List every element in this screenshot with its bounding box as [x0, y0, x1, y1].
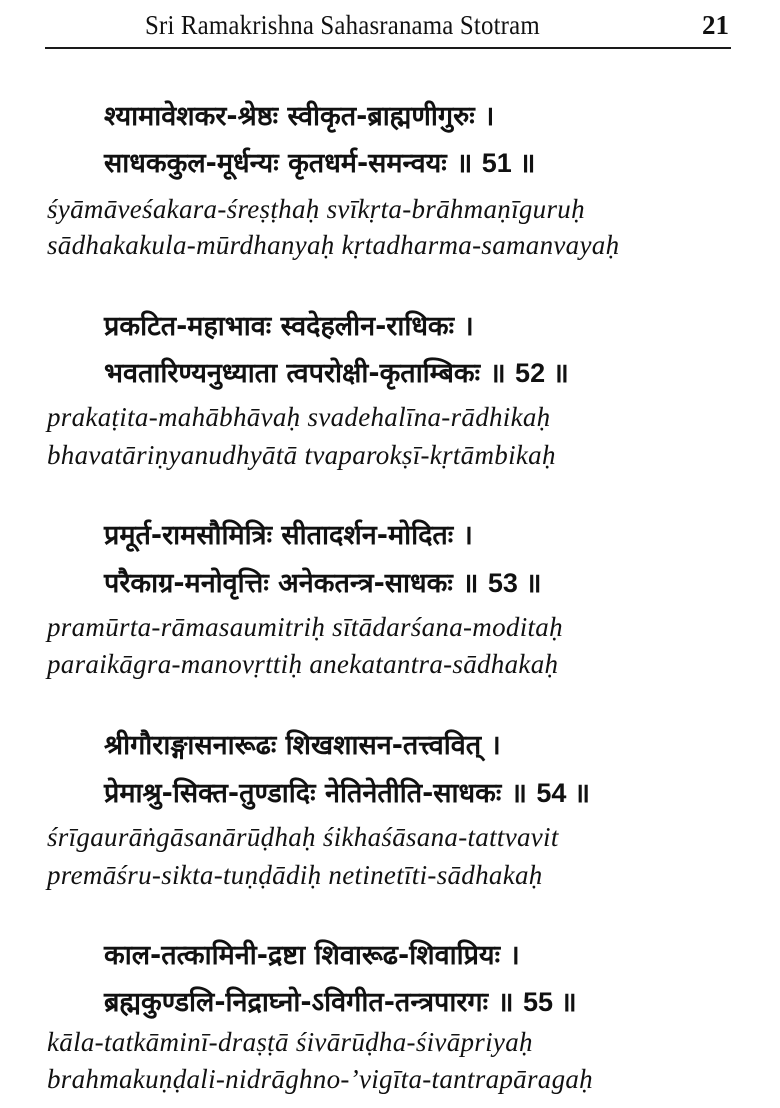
devanagari-text: भवतारिण्यनुध्याता त्वपरोक्षी-कृताम्बिकः ॥: [104, 358, 506, 389]
devanagari-line-2: [104, 773, 590, 810]
page-header: [45, 0, 731, 49]
devanagari-text: प्रेमाश्रु-सिक्त-तुण्डादिः नेतिनेतीति-साधकः ॥: [104, 778, 527, 809]
transliteration-line-1: prakaṭita-mahābhāvaḥ svadehalīna-rādhikaḥ: [47, 402, 551, 432]
devanagari-text: काल-तत्कामिनी-द्रष्टा शिवारूढ-शिवाप्रियः ।: [104, 940, 520, 971]
devanagari-text: प्रमूर्त-रामसौमित्रिः सीतादर्शन-मोदितः ।: [104, 520, 473, 551]
transliteration-line-2: brahmakuṇḍali-nidrāghno-’vigīta-tantrapāragaḥ: [47, 1064, 593, 1094]
devanagari-text: ब्रह्मकुण्डलि-निद्राघ्नो-ऽविगीत-तन्त्रपारगः ॥: [104, 987, 514, 1018]
devanagari-text: परैकाग्र-मनोवृत्तिः अनेकतन्त्र-साधकः ॥: [104, 568, 479, 599]
devanagari-line-1: [104, 306, 474, 343]
transliteration-line-1: śrīgaurāṅgāsanārūḍhaḥ śikhaśāsana-tattvavit: [47, 822, 559, 852]
devanagari-text: श्रीगौराङ्गासनारूढः शिखशासन-तत्त्ववित् ।: [104, 730, 501, 761]
verse-number: 55 ॥: [523, 987, 577, 1017]
devanagari-line-1: [104, 935, 520, 972]
devanagari-line-2: [104, 563, 542, 600]
devanagari-line-1: [104, 96, 494, 133]
devanagari-text: साधककुल-मूर्धन्यः कृतधर्म-समन्वयः ॥: [104, 148, 473, 179]
transliteration-line-2: bhavatāriṇyanudhyātā tvaparokṣī-kṛtāmbikaḥ: [47, 440, 556, 470]
transliteration-line-2: sādhakakula-mūrdhanyaḥ kṛtadharma-samanvayaḥ: [47, 230, 620, 260]
page-number: 21: [702, 10, 729, 40]
devanagari-line-1: [104, 725, 501, 762]
devanagari-text: प्रकटित-महाभावः स्वदेहलीन-राधिकः ।: [104, 311, 474, 342]
transliteration-line-2: paraikāgra-manovṛttiḥ anekatantra-sādhakaḥ: [47, 649, 559, 679]
transliteration-line-1: śyāmāveśakara-śreṣṭhaḥ svīkṛta-brāhmaṇīguruḥ: [47, 194, 585, 224]
devanagari-line-2: [104, 143, 535, 180]
transliteration-line-1: kāla-tatkāminī-draṣṭā śivārūḍha-śivāpriyaḥ: [47, 1027, 533, 1057]
devanagari-line-2: [104, 353, 569, 390]
verse-number: 52 ॥: [515, 358, 569, 388]
devanagari-line-2: [104, 982, 577, 1019]
verse-number: 53 ॥: [487, 568, 542, 598]
transliteration-line-2: premāśru-sikta-tuṇḍādiḥ netinetīti-sādhakaḥ: [47, 860, 543, 890]
running-title: Sri Ramakrishna Sahasranama Stotram: [145, 10, 540, 40]
verse-number: 51 ॥: [481, 148, 536, 178]
devanagari-text: श्यामावेशकर-श्रेष्ठः स्वीकृत-ब्राह्मणीगुरुः ।: [104, 101, 495, 132]
devanagari-line-1: [104, 515, 473, 552]
verse-number: 54 ॥: [536, 778, 591, 808]
transliteration-line-1: pramūrta-rāmasaumitriḥ sītādarśana-moditaḥ: [47, 612, 563, 642]
